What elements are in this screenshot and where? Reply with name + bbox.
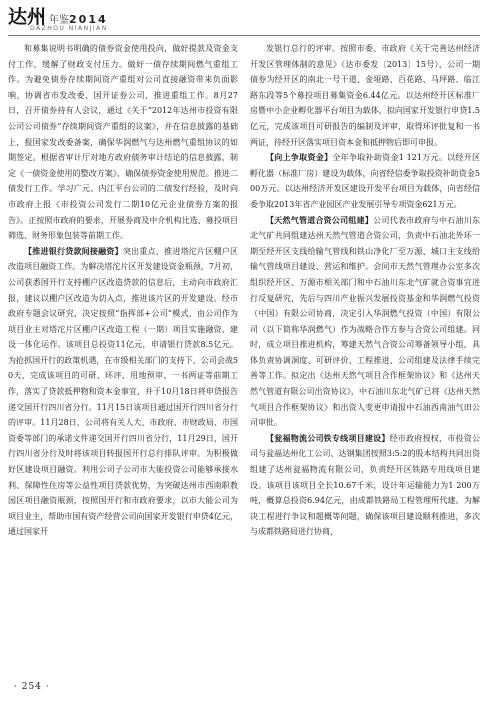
- page-header: [0, 0, 488, 40]
- paragraph-gas-pipeline: [250, 213, 480, 431]
- brand-title: 达州: [8, 6, 47, 28]
- paragraph-development-bank: [250, 41, 480, 150]
- paragraph-text: 和募集说明书明确的债券资金使用投向，做好提款及资金支付工作，缓解了财政支付压力。做好一债存续期间燃气重组工作。为避免债券存续期间资产重组对公司直接融资带来负面影响，协调省市发改委、国开证券公司，推进重组工作。8月27日，召开债券持有人会议，通过《关于“2012年达州市投资有限公司公司债券”存续期间资产重组的议案》，并在信息披露的基础上，报国家发改委备案，确保华润燃气与达州燃气重组协议的如期签定。根据省审计厅对地方政府债务审计结论的信息披露，制定《一债资金使用的整改方案》，确保债券资金使用规范。推进二债发行工作。学习广元、内江平台公司的二债发行经验，及时向市政府上报《市投资公司发行二期10亿元企业债券方案的报告》。正按照市政府的要求，开展券商及中介机构比选、募投项目筛选、财务形象包装等前期工作。: [8, 44, 238, 241]
- section-heading: 【天然气管道合资公司组建】: [266, 215, 374, 225]
- paragraph-text: 经市政府授权，市投资公司与瓮福达州化工公司、达钢集团按照3:5:2的股本结构共同出资组建了达州瓮福物流有限公司，负责经开区铁路专用线项目建设。该项目该项目全长10.67千米，设计年运输能力为1 200万吨，概算总投资6.94亿元，由成都铁路局工程管理所代建。为解决工程进行争议和超概等问题，确保该项目建设顺利推进，多次与成都铁路局进行协商，: [250, 433, 480, 537]
- paragraph-bank-loan: [8, 244, 238, 540]
- paragraph-text: 发银行总行的评审。按照市委、市政府《关于完善达州经济开发区管理体制的意见》（达市委发〔2013〕15号），公司一期债券为经开区的南北一号干道、金垭路、百花路、马坪路、临江路东段等5个募投项目募集资金6.44亿元。以达州经开区标准厂房暨中小企业孵化器平台项目为载体，拟向国家开发银行申贷1.5亿元，完成该项目可研报告的编制及评审，取得环评批复和一书两证，待经开区落实项目资本金和抵押物后即可申报。: [250, 44, 480, 147]
- page-number: · 254 ·: [14, 682, 50, 692]
- brand-nianjian: 年鉴: [49, 15, 70, 26]
- section-heading: 【推进银行贷款间接融资】: [24, 246, 123, 256]
- article-columns: [8, 41, 480, 681]
- brand-year: 2014: [69, 13, 108, 26]
- header-divider: [8, 35, 480, 36]
- brand-subtitle: DAZHOU NIANJIAN: [30, 25, 108, 32]
- paragraph-funding: [250, 150, 480, 212]
- section-heading: 【向上争取资金】: [266, 153, 333, 163]
- paragraph-bond-issuance: [8, 41, 238, 244]
- paragraph-text: 全年争取补助资金1 121万元。以经开区孵化器（标准厂房）建设为载体，向省经信委争取投资补助资金500万元。以达州经济开发区建设开发平台项目为载体，向省经信委争取2013年省产业园区产业发展引导专项资金621万元。: [250, 153, 480, 209]
- section-heading: 【瓮福物流公司铁专线项目建设】: [266, 433, 390, 443]
- right-column: [250, 41, 480, 681]
- left-column: [8, 41, 238, 681]
- paragraph-railway-line: [250, 431, 480, 540]
- paragraph-text: 公司代表市政府与中石油川东北气矿共同组建达州天然气管道合资公司，负责中石油北外环一期至经开区支线给输气管线和铁山净化厂至万源、城口主支线给输气管线项目建设、营运和维护。会同市天然气管理办公室多次组织经开区、万源市相关部门和中石油川东北气矿就合资事宜进行反复研究，先后与四川产业振兴发展投资基金和华润燃气投资（中国）有限公司协商，决定引入华润燃气投资（中国）有限公司（以下简称华润燃气）作为战略合作方参与合资公司组建。同时，成立项目推进机构，筹建天然气合资公司筹备领导小组，具体负责协调洞度、可研评价、工程推进、公司组建及法律手续完善等工作。拟定出《达州天然气项目合作框架协议》和《达州天然气管道有限公司出资协议》，中石油川东北气矿已将《达州天然气项目合作框架协议》和出资人变更申请报中石油西南油气田公司审批。: [250, 215, 480, 428]
- paragraph-text: 突出重点，推进塔沱片区棚户区改造项目融资工作。为解决塔沱片区开发建设资金瓶颈，7月初，公司获悉国开行支持棚户区改造贷款的信息后，主动向市政府汇报，建议以棚户区改造为切入点，推进该片区的开发建设。经市政府专题会议研究，决定按照“指挥部+公司”模式，由公司作为项目业主对塔沱片区棚户区改造工程（一期）项目实施融资、建设一体化运作。该项目总投资11亿元，申请银行贷款8.5亿元。为抢抓国开行的政策机遇，在市级相关部门的支持下，公司会战50天，完成该项目的可研、环评、用地预审、一书两证等前期工作，落实了贷款抵押物和资本金事宜，并于10月18日将申贷报告递交国开行四川省分行。11月15日该项目通过国开行四川省分行的评审。11月28日，公司将有关人大、市政府、市财政局、市国资委等部门的承诺文件递交国开行四川省分行，11月29日，国开行四川省分行及时将该项目转报国开行总行排队评审。为积极做好区建设项目融资。利用公司子公司市大能投资公司能够承接水利、保障性住房等公益性项目贷款优势，为突破达州市西南职教园区项目融资瓶颈，按照国开行和市政府要求，以市大能公司为项目业主，帮助市国有资产经营公司向国家开发银行申贷4亿元，通过国家开: [8, 246, 238, 537]
